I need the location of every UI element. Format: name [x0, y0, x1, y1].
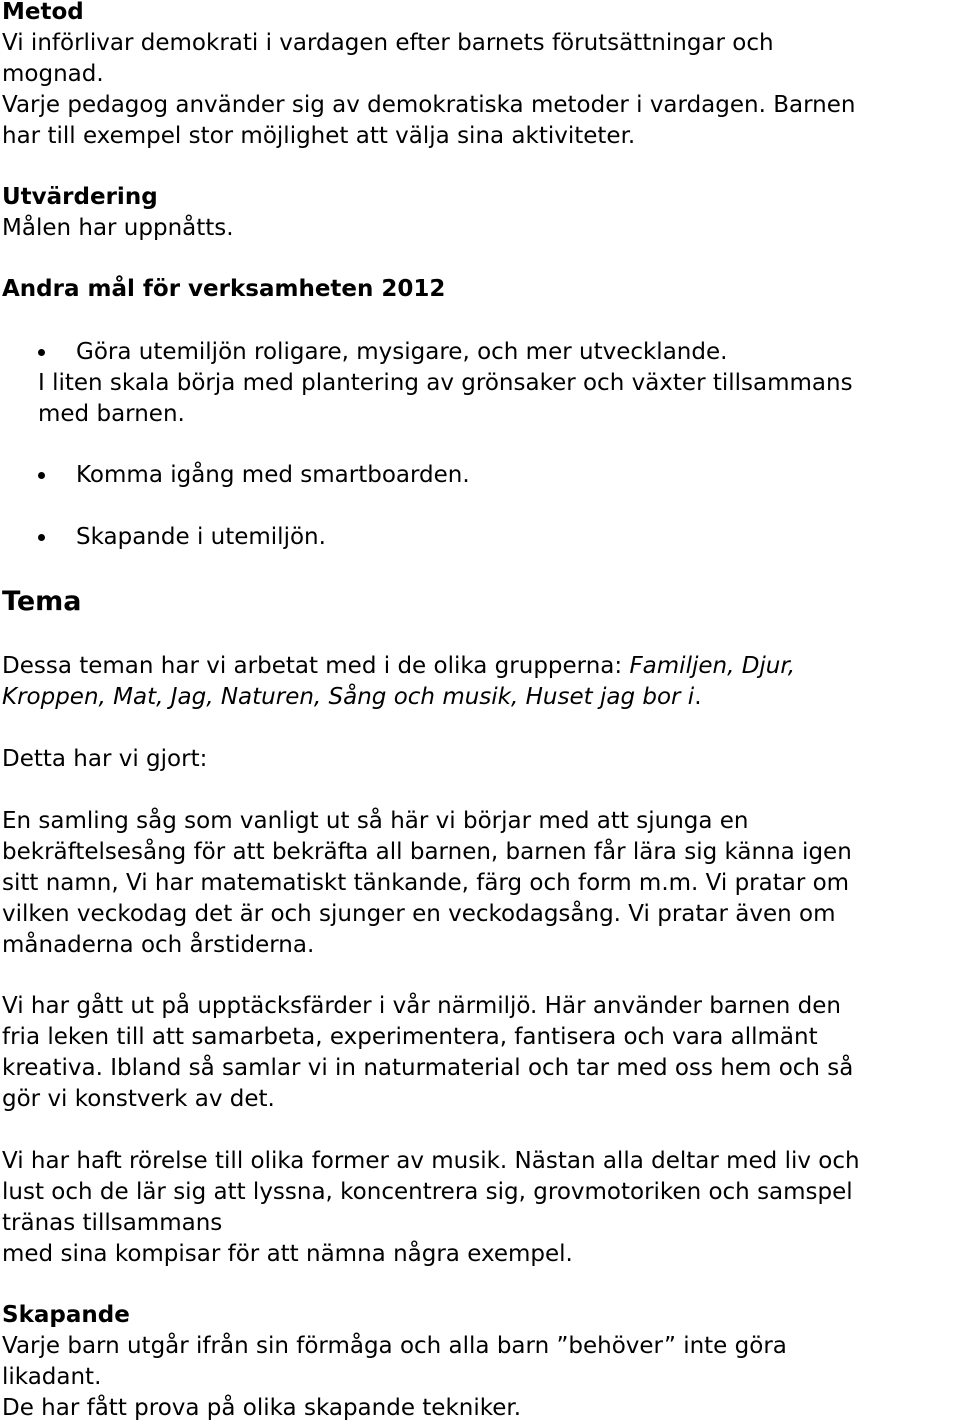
bullet-icon [38, 349, 45, 356]
tema-intro-themes-cont: Kroppen, Mat, Jag, Naturen, Sång och musik, Huset jag bor i [2, 684, 695, 710]
heading-utvardering: Utvärdering [2, 184, 158, 210]
tema-intro-line-2 [2, 682, 702, 713]
para2-line-3: kreativa. Ibland så samlar vi in naturmaterial och tar med oss hem och så [2, 1055, 854, 1081]
skapande-line-3: De har fått prova på olika skapande tekniker. [2, 1395, 522, 1421]
metod-line-1: Vi införlivar demokrati i vardagen efter barnets förutsättningar och [2, 30, 774, 56]
metod-line-2: mognad. [2, 61, 104, 87]
list-item-text: Göra utemiljön roligare, mysigare, och mer utvecklande. [76, 339, 728, 365]
para3-line-4: med sina kompisar för att nämna några exempel. [2, 1241, 573, 1267]
bullet-icon [38, 534, 45, 541]
heading-skapande: Skapande [2, 1302, 130, 1328]
para3-line-3: tränas tillsammans [2, 1210, 223, 1236]
list-item-text: Skapande i utemiljön. [76, 524, 326, 550]
para2-line-1: Vi har gått ut på upptäcksfärder i vår närmiljö. Här använder barnen den [2, 993, 841, 1019]
skapande-line-2: likadant. [2, 1364, 102, 1390]
para1-line-5: månaderna och årstiderna. [2, 932, 315, 958]
para3-line-2: lust och de lär sig att lyssna, koncentrera sig, grovmotoriken och samspel [2, 1179, 853, 1205]
heading-andra-mal: Andra mål för verksamheten 2012 [2, 276, 446, 302]
heading-metod: Metod [2, 0, 84, 25]
para1-line-3: sitt namn, Vi har matematiskt tänkande, färg och form m.m. Vi pratar om [2, 870, 850, 896]
tema-intro-end: . [694, 684, 702, 710]
list-item-continuation-2: med barnen. [38, 401, 185, 427]
tema-intro-themes: Familjen, Djur, [629, 653, 796, 679]
para2-line-4: gör vi konstverk av det. [2, 1086, 275, 1112]
skapande-line-1: Varje barn utgår ifrån sin förmåga och alla barn ”behöver” inte göra [2, 1333, 787, 1359]
metod-line-3: Varje pedagog använder sig av demokratiska metoder i vardagen. Barnen [2, 92, 856, 118]
metod-line-4: har till exempel stor möjlighet att välja sina aktiviteter. [2, 123, 636, 149]
tema-intro-text: Dessa teman har vi arbetat med i de olika grupperna: [2, 653, 630, 679]
para1-line-4: vilken veckodag det är och sjunger en veckodagsång. Vi pratar även om [2, 901, 836, 927]
para1-line-1: En samling såg som vanligt ut så här vi börjar med att sjunga en [2, 808, 749, 834]
list-item-text: Komma igång med smartboarden. [76, 462, 470, 488]
tema-done-label: Detta har vi gjort: [2, 746, 208, 772]
para2-line-2: fria leken till att samarbeta, experimentera, fantisera och vara allmänt [2, 1024, 818, 1050]
heading-tema: Tema [2, 586, 82, 617]
para1-line-2: bekräftelsesång för att bekräfta all barnen, barnen får lära sig känna igen [2, 839, 852, 865]
para3-line-1: Vi har haft rörelse till olika former av musik. Nästan alla deltar med liv och [2, 1148, 860, 1174]
utvardering-text: Målen har uppnåtts. [2, 215, 234, 241]
tema-intro-line-1 [2, 651, 795, 682]
bullet-icon [38, 472, 45, 479]
list-item-continuation-1: I liten skala börja med plantering av grönsaker och växter tillsammans [38, 370, 853, 396]
